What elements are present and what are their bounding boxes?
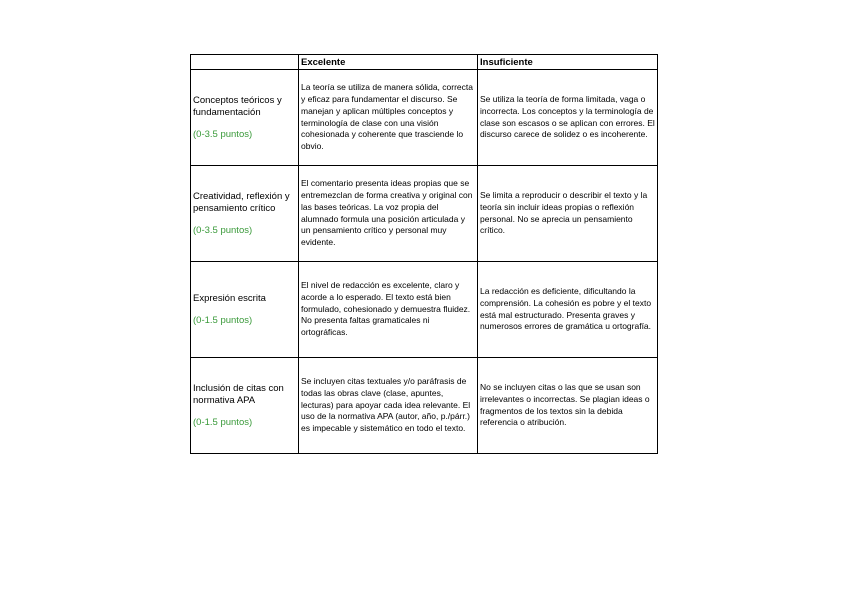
criterion-cell xyxy=(191,166,299,262)
excelente-cell: El nivel de redacción es excelente, claro y acorde a lo esperado. El texto está bien formulado, cohesionado y demuestra fluidez. No presenta faltas gramaticales ni ortográficas. xyxy=(299,262,478,358)
insuficiente-cell: La redacción es deficiente, dificultando la comprensión. La cohesión es pobre y el texto está mal estructurado. Presenta graves y numerosos errores de gramática u ortografía. xyxy=(478,262,658,358)
criterion-points: (0-3.5 puntos) xyxy=(193,128,253,140)
criterion-title: Inclusión de citas con normativa APA xyxy=(193,382,284,406)
criterion-points: (0-3.5 puntos) xyxy=(193,224,253,236)
insuficiente-cell: No se incluyen citas o las que se usan son irrelevantes o incorrectas. Se plagian ideas o fragmentos de los textos sin la debida referencia o atribución. xyxy=(478,358,658,454)
criterion-title: Expresión escrita xyxy=(193,292,266,304)
excelente-cell: La teoría se utiliza de manera sólida, correcta y eficaz para fundamentar el discurso. Se manejan y aplican múltiples conceptos y terminología de clase con una visión cohesionada y coherente que trasciende lo obvio. xyxy=(299,70,478,166)
table-row xyxy=(191,262,658,358)
criterion-title: Creatividad, reflexión y pensamiento crítico xyxy=(193,190,290,214)
rubric-table xyxy=(190,54,658,454)
criterion-points: (0-1.5 puntos) xyxy=(193,416,253,428)
excelente-cell: Se incluyen citas textuales y/o paráfrasis de todas las obras clave (clase, apuntes, lecturas) para apoyar cada idea relevante. El uso de la normativa APA (autor, año, p./párr.) es impecable y sistemático en todo el texto. xyxy=(299,358,478,454)
insuficiente-cell: Se utiliza la teoría de forma limitada, vaga o incorrecta. Los conceptos y la terminología de clase son escasos o se aplican con errores. El discurso carece de solidez o es incoherente. xyxy=(478,70,658,166)
header-criterion-cell xyxy=(191,55,299,70)
table-row xyxy=(191,358,658,454)
insuficiente-cell: Se limita a reproducir o describir el texto y la teoría sin incluir ideas propias o reflexión personal. No se aprecia un pensamiento crítico. xyxy=(478,166,658,262)
criterion-title: Conceptos teóricos y fundamentación xyxy=(193,94,282,118)
criterion-cell xyxy=(191,358,299,454)
criterion-cell xyxy=(191,70,299,166)
criterion-cell xyxy=(191,262,299,358)
header-insuficiente: Insuficiente xyxy=(478,55,658,70)
criterion-points: (0-1.5 puntos) xyxy=(193,314,253,326)
table-row xyxy=(191,166,658,262)
table-row xyxy=(191,70,658,166)
excelente-cell: El comentario presenta ideas propias que se entremezclan de forma creativa y original con las bases teóricas. La voz propia del alumnado formula una posición articulada y un pensamiento crítico y personal muy evidente. xyxy=(299,166,478,262)
header-excelente: Excelente xyxy=(299,55,478,70)
header-row xyxy=(191,55,658,70)
